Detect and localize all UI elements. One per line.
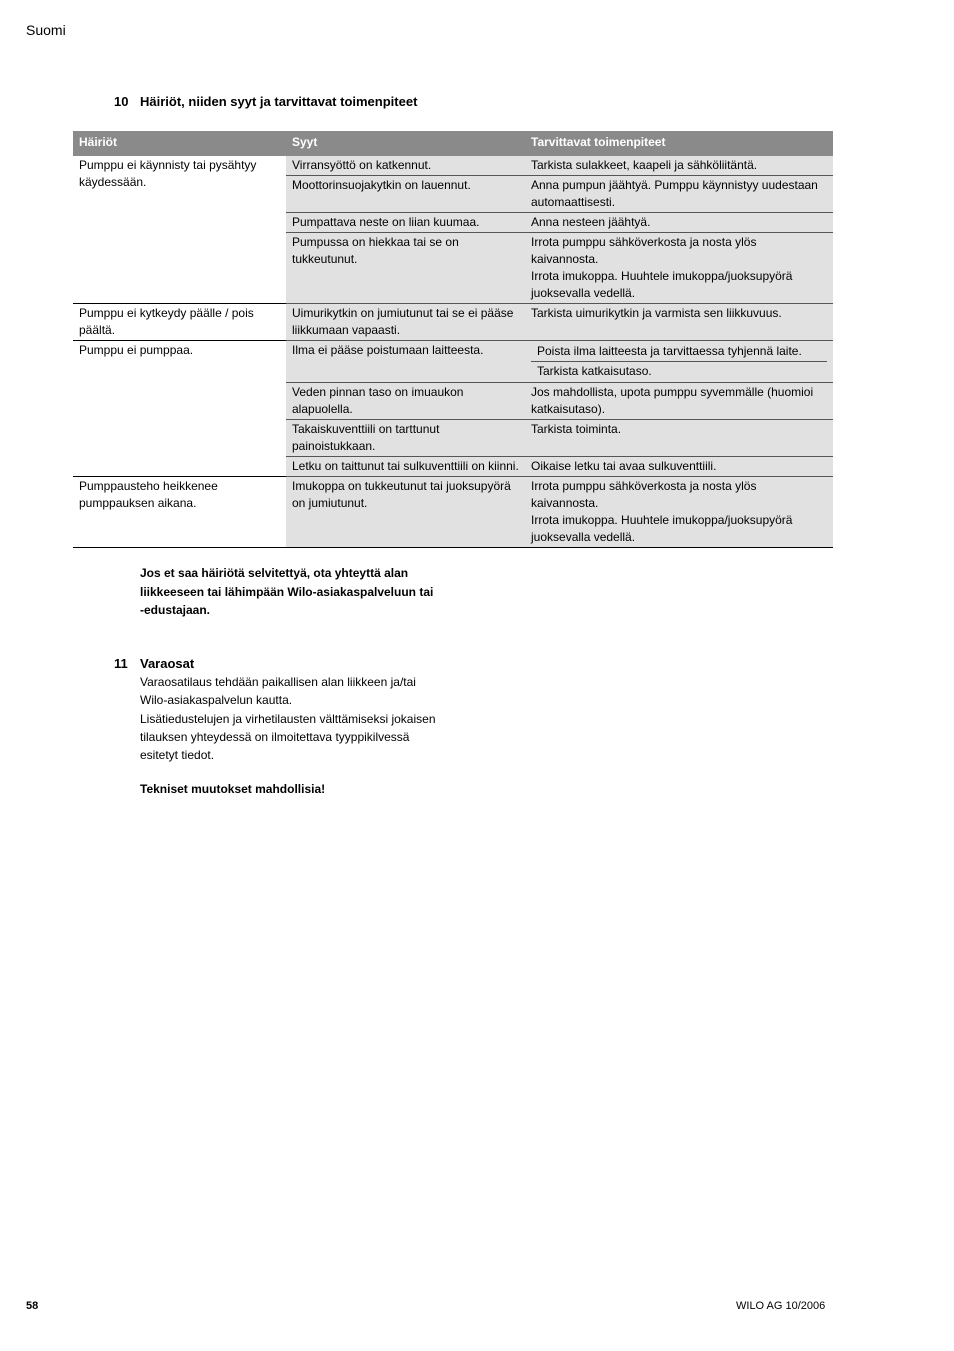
action-text: Tarkista katkaisutaso. — [531, 361, 827, 381]
action-text: Poista ilma laitteesta ja tarvittaessa tyhjennä laite. — [537, 344, 802, 358]
cause-cell: Letku on taittunut tai sulkuventtiili on kiinni. — [286, 457, 525, 477]
table-row — [73, 341, 833, 383]
fault-cell: Pumppu ei kytkeydy päälle / pois päältä. — [73, 304, 286, 341]
paragraph: Varaosatilaus tehdään paikallisen alan liikkeen ja/tai Wilo-asiakaspalvelun kautta. — [140, 675, 416, 708]
troubleshooting-table — [73, 131, 833, 548]
cause-cell: Uimurikytkin on jumiutunut tai se ei pääse liikkumaan vapaasti. — [286, 304, 525, 341]
table-row — [73, 477, 833, 548]
action-text: Tarkista sulakkeet, kaapeli ja sähköliitäntä. — [531, 158, 758, 172]
action-text: Anna nesteen jäähtyä. — [531, 215, 651, 229]
action-cell — [525, 477, 833, 548]
language-label: Suomi — [26, 22, 66, 38]
action-text: Irrota pumppu sähköverkosta ja nosta ylös kaivannosta. — [531, 479, 757, 510]
cause-cell: Veden pinnan taso on imuaukon alapuolella. — [286, 383, 525, 420]
technical-changes-note: Tekniset muutokset mahdollisia! — [140, 782, 326, 796]
fault-cell: Pumppausteho heikkenee pumppauksen aikana. — [73, 477, 286, 548]
action-text: Irrota imukoppa. Huuhtele imukoppa/juoksupyörä juoksevalla vedellä. — [531, 269, 793, 300]
action-text: Jos mahdollista, upota pumppu syvemmälle (huomioi katkaisutaso). — [531, 385, 814, 416]
fault-cell: Pumppu ei käynnisty tai pysähtyy käydessään. — [73, 156, 286, 304]
action-text: Anna pumpun jäähtyä. Pumppu käynnistyy uudestaan automaattisesti. — [531, 178, 818, 209]
action-cell — [525, 383, 833, 420]
section-10-number: 10 — [114, 94, 129, 109]
section-11-number: 11 — [114, 656, 128, 671]
cause-cell: Virransyöttö on katkennut. — [286, 156, 525, 176]
table-row — [73, 156, 833, 176]
action-cell — [525, 304, 833, 341]
action-cell — [525, 420, 833, 457]
fault-cell: Pumppu ei pumppaa. — [73, 341, 286, 477]
column-header-actions: Tarvittavat toimenpiteet — [525, 131, 833, 156]
section-11-heading — [114, 656, 194, 671]
support-note: Jos et saa häiriötä selvitettyä, ota yhteyttä alan liikkeeseen tai lähimpään Wilo-asiakaspalveluun tai -edustajaan. — [140, 566, 434, 617]
cause-cell: Takaiskuventtiili on tarttunut painoistukkaan. — [286, 420, 525, 457]
action-text: Tarkista uimurikytkin ja varmista sen liikkuvuus. — [531, 306, 782, 320]
cause-cell: Pumpattava neste on liian kuumaa. — [286, 213, 525, 233]
action-text: Oikaise letku tai avaa sulkuventtiili. — [531, 459, 717, 473]
column-header-faults: Häiriöt — [73, 131, 286, 156]
cause-cell: Pumpussa on hiekkaa tai se on tukkeutunut. — [286, 233, 525, 304]
page-number: 58 — [26, 1300, 39, 1312]
section-11-title: Varaosat — [140, 656, 195, 671]
action-text: Irrota pumppu sähköverkosta ja nosta ylös kaivannosta. — [531, 235, 757, 266]
cause-cell: Imukoppa on tukkeutunut tai juoksupyörä on jumiutunut. — [286, 477, 525, 548]
table-row — [73, 304, 833, 341]
action-cell — [525, 457, 833, 477]
action-text: Tarkista toiminta. — [531, 422, 622, 436]
paragraph: Lisätiedustelujen ja virhetilausten välttämiseksi jokaisen tilauksen yhteydessä on ilmoitettava tyyppikilvessä esitetyt tiedot. — [140, 711, 436, 763]
action-cell — [525, 156, 833, 176]
action-cell — [525, 233, 833, 304]
section-10-heading — [114, 94, 417, 109]
action-cell — [525, 213, 833, 233]
action-cell — [525, 341, 833, 383]
cause-cell: Ilma ei pääse poistumaan laitteesta. — [286, 341, 525, 383]
action-cell — [525, 176, 833, 213]
publisher-footer: WILO AG 10/2006 — [736, 1300, 826, 1312]
table-header-row — [73, 131, 833, 156]
section-10-title: Häiriöt, niiden syyt ja tarvittavat toimenpiteet — [140, 94, 418, 109]
cause-cell: Moottorinsuojakytkin on lauennut. — [286, 176, 525, 213]
section-11-body — [140, 673, 440, 764]
action-text: Irrota imukoppa. Huuhtele imukoppa/juoksupyörä juoksevalla vedellä. — [531, 513, 793, 544]
column-header-causes: Syyt — [286, 131, 525, 156]
